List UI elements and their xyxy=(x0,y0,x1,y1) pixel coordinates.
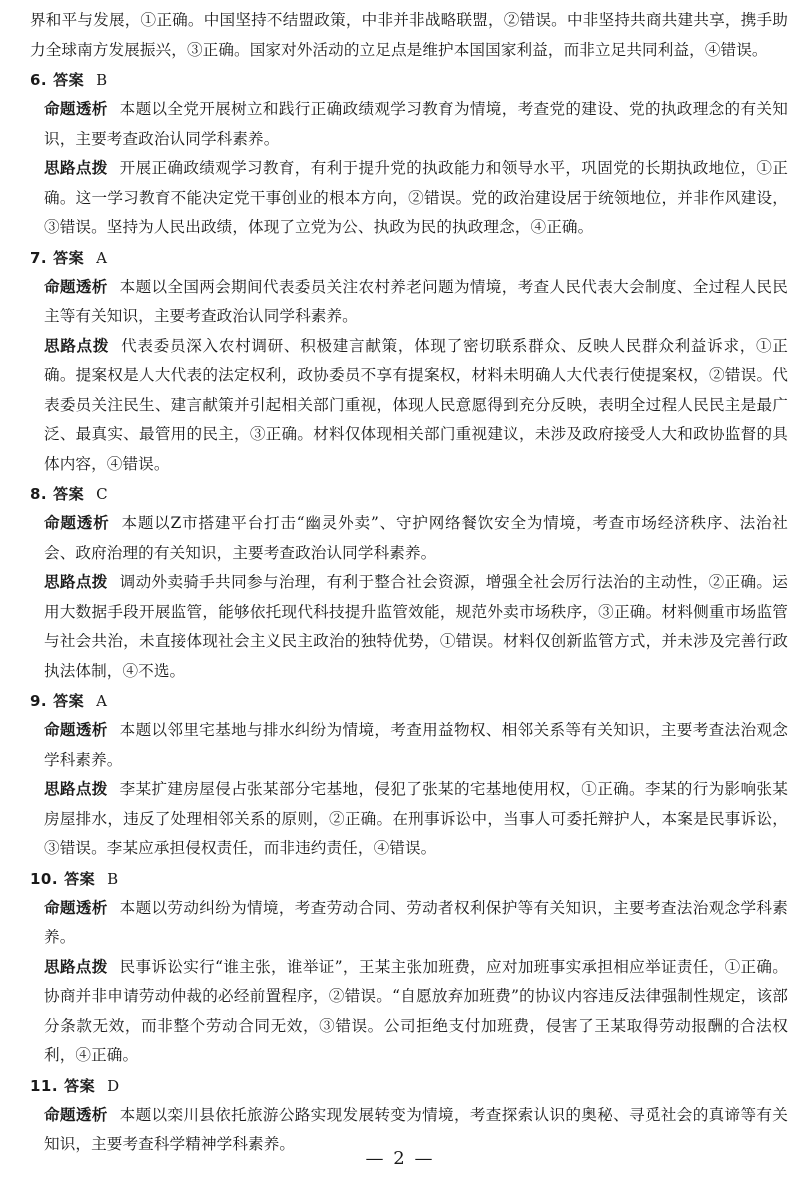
answer-label: 答案 xyxy=(64,1076,96,1095)
reasoning-label: 思路点拨 xyxy=(44,573,108,591)
answer-item-8 xyxy=(30,479,788,686)
analysis-paragraph xyxy=(30,509,788,568)
reasoning-paragraph xyxy=(30,332,788,480)
answer-letter: B xyxy=(107,869,119,888)
answer-item-7 xyxy=(30,243,788,480)
question-number: 7. xyxy=(30,248,48,267)
answer-heading xyxy=(30,864,788,894)
answer-label: 答案 xyxy=(64,869,96,888)
answer-letter: A xyxy=(96,248,108,267)
answer-label: 答案 xyxy=(53,485,85,503)
analysis-text: 本题以劳动纠纷为情境，考查劳动合同、劳动者权利保护等有关知识，主要考查法治观念学科素养。 xyxy=(44,898,788,946)
answer-label: 答案 xyxy=(53,71,85,89)
reasoning-paragraph xyxy=(30,775,788,864)
reasoning-text: 李某扩建房屋侵占张某部分宅基地，侵犯了张某的宅基地使用权，①正确。李某的行为影响张某房屋排水，违反了处理相邻关系的原则，②正确。在刑事诉讼中，当事人可委托辩护人，本案是民事诉讼，③错误。李某应承担侵权责任，而非违约责任，④错误。 xyxy=(44,780,788,857)
answer-label: 答案 xyxy=(53,692,85,710)
answer-heading xyxy=(30,686,788,716)
answer-letter: C xyxy=(96,485,109,503)
question-number: 9. xyxy=(30,692,48,710)
reasoning-text: 开展正确政绩观学习教育，有利于提升党的执政能力和领导水平，巩固党的长期执政地位，①正确。这一学习教育不能决定党干事创业的根本方向，②错误。党的政治建设居于统领地位，并非作风建设，③错误。坚持为人民出政绩，体现了立党为公、执政为民的执政理念，④正确。 xyxy=(44,159,788,236)
answer-heading xyxy=(30,479,788,509)
analysis-label: 命题透析 xyxy=(44,1105,108,1124)
analysis-label: 命题透析 xyxy=(44,721,108,739)
answer-item-11 xyxy=(30,1071,788,1160)
answer-label: 答案 xyxy=(53,248,85,267)
reasoning-label: 思路点拨 xyxy=(44,336,110,355)
intro-paragraph: 界和平与发展，①正确。中国坚持不结盟政策，中非并非战略联盟，②错误。中非坚持共商共建共享，携手助力全球南方发展振兴，③正确。国家对外活动的立足点是维护本国国家利益，而非立足共同利益，④错误。 xyxy=(30,11,788,59)
reasoning-paragraph xyxy=(30,953,788,1071)
analysis-text: 本题以邻里宅基地与排水纠纷为情境，考查用益物权、相邻关系等有关知识，主要考查法治观念学科素养。 xyxy=(44,721,788,769)
analysis-label: 命题透析 xyxy=(44,277,108,296)
answer-letter: B xyxy=(96,71,108,89)
analysis-text: 本题以全党开展树立和践行正确政绩观学习教育为情境，考查党的建设、党的执政理念的有关知识，主要考查政治认同学科素养。 xyxy=(44,100,788,148)
question-number: 6. xyxy=(30,71,48,89)
analysis-label: 命题透析 xyxy=(44,898,108,917)
reasoning-paragraph xyxy=(30,568,788,686)
answer-key-body xyxy=(30,6,788,1160)
reasoning-text: 代表委员深入农村调研、积极建言献策，体现了密切联系群众、反映人民群众利益诉求，①正确。提案权是人大代表的法定权利，政协委员不享有提案权，材料未明确人大代表行使提案权，②错误。代表委员关注民生、建言献策并引起相关部门重视，体现人民意愿得到充分反映，表明全过程人民民主是最广泛、最真实、最管用的民主，③正确。材料仅体现相关部门重视建议，未涉及政府接受人大和政协监督的具体内容，④错误。 xyxy=(44,336,788,473)
answer-letter: A xyxy=(96,692,108,710)
analysis-label: 命题透析 xyxy=(44,100,108,118)
question-number: 11. xyxy=(30,1076,59,1095)
reasoning-paragraph xyxy=(30,154,788,243)
reasoning-label: 思路点拨 xyxy=(44,159,108,177)
analysis-label: 命题透析 xyxy=(44,514,110,532)
analysis-paragraph xyxy=(30,95,788,154)
reasoning-label: 思路点拨 xyxy=(44,957,108,976)
answer-letter: D xyxy=(107,1076,120,1095)
question-number: 10. xyxy=(30,869,59,888)
reasoning-text: 调动外卖骑手共同参与治理，有利于整合社会资源，增强全社会厉行法治的主动性，②正确。运用大数据手段开展监管，能够依托现代科技提升监管效能，规范外卖市场秩序，③正确。材料侧重市场监管与社会共治，未直接体现社会主义民主政治的独特优势，①错误。材料仅创新监管方式，并未涉及完善行政执法体制，④不选。 xyxy=(44,573,788,680)
analysis-text: 本题以全国两会期间代表委员关注农村养老问题为情境，考查人民代表大会制度、全过程人民民主等有关知识，主要考查政治认同学科素养。 xyxy=(44,277,788,325)
answer-item-9 xyxy=(30,686,788,864)
answer-item-6 xyxy=(30,65,788,243)
reasoning-text: 民事诉讼实行“谁主张，谁举证”，王某主张加班费，应对加班事实承担相应举证责任，①正确。协商并非申请劳动仲裁的必经前置程序，②错误。“自愿放弃加班费”的协议内容违反法律强制性规定，该部分条款无效，而非整个劳动合同无效，③错误。公司拒绝支付加班费，侵害了王某取得劳动报酬的合法权利，④正确。 xyxy=(44,957,789,1064)
answer-heading xyxy=(30,65,788,95)
analysis-paragraph xyxy=(30,273,788,332)
analysis-text: 本题以栾川县依托旅游公路实现发展转变为情境，考查探索认识的奥秘、寻觅社会的真谛等有关知识，主要考查科学精神学科素养。 xyxy=(44,1105,788,1153)
question-number: 8. xyxy=(30,485,48,503)
answer-item-10 xyxy=(30,864,788,1071)
page-number: — 2 — xyxy=(365,1148,435,1169)
reasoning-label: 思路点拨 xyxy=(44,780,108,798)
answer-heading xyxy=(30,243,788,273)
answer-heading xyxy=(30,1071,788,1101)
analysis-paragraph xyxy=(30,894,788,953)
analysis-paragraph xyxy=(30,716,788,775)
analysis-text: 本题以Z市搭建平台打击“幽灵外卖”、守护网络餐饮安全为情境，考查市场经济秩序、法治社会、政府治理的有关知识，主要考查政治认同学科素养。 xyxy=(44,514,788,562)
